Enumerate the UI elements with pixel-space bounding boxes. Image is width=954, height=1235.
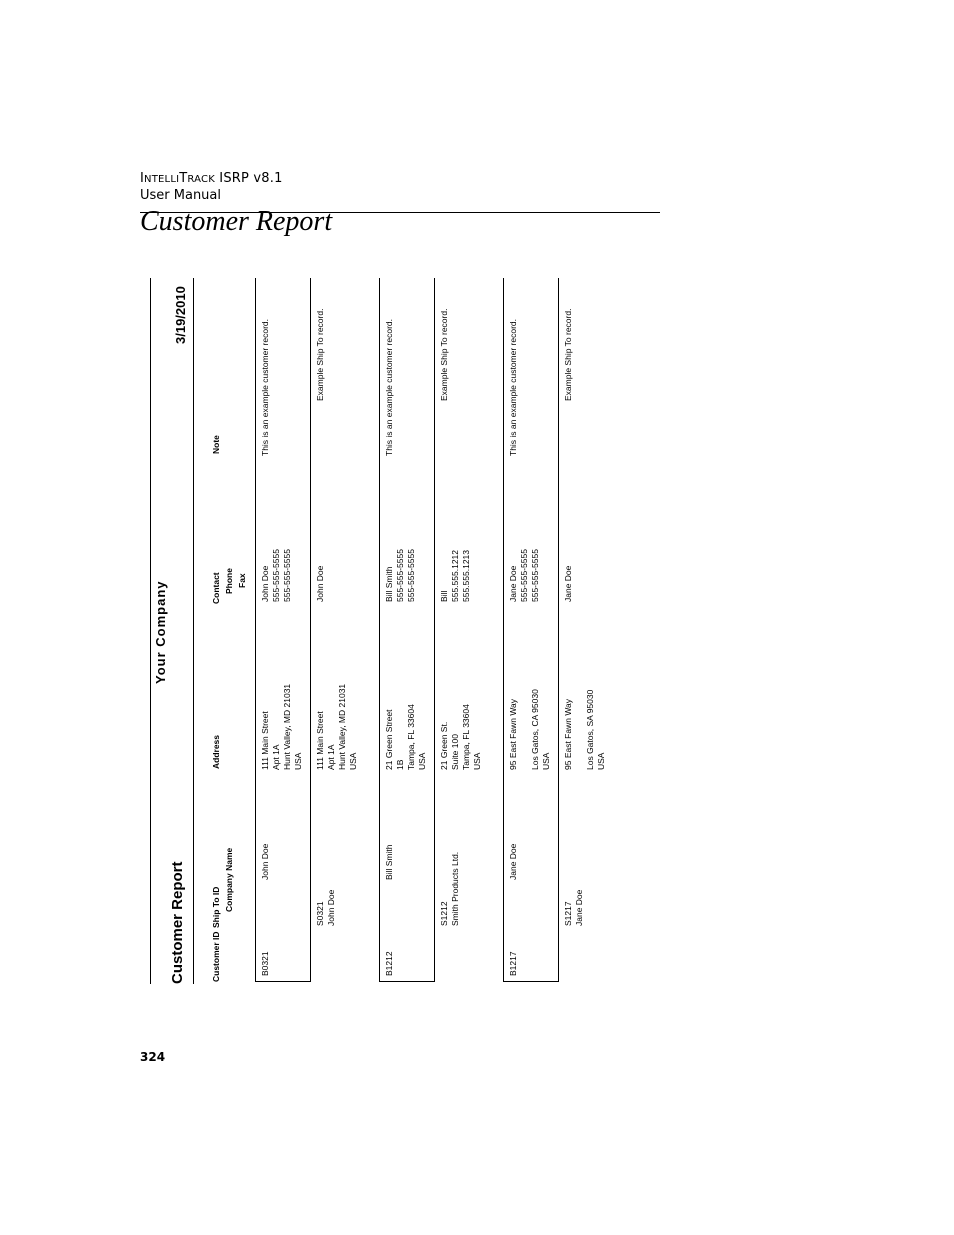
ship-address-line: 111 Main Street — [315, 711, 325, 770]
ship-note: Example Ship To record. — [439, 308, 449, 401]
customer-note: This is an example customer record. — [260, 319, 270, 456]
ship-address-line: Suite 100 — [450, 734, 460, 770]
ship-address-line: USA — [596, 752, 606, 770]
customer-address-line: Hunt Valley, MD 21031 — [282, 683, 292, 770]
manual-name: User Manual — [140, 188, 222, 203]
report-image — [150, 278, 610, 984]
col-customer-id: Customer ID — [211, 931, 221, 982]
col-ship-to-id: Ship To ID — [211, 886, 221, 928]
report-date: 3/19/2010 — [173, 286, 188, 344]
page-number: 324 — [140, 1050, 166, 1064]
ship-to-id: S1212 — [439, 901, 449, 926]
product-name-part: NTELLI — [144, 174, 180, 185]
customer-address-line: USA — [541, 752, 551, 770]
customer-contact-line: Bill Smith — [384, 566, 394, 602]
customer-id: B0321 — [260, 951, 270, 976]
product-name — [140, 171, 283, 186]
col-contact: Contact — [211, 572, 221, 604]
customer-address-line: 111 Main Street — [260, 711, 270, 770]
ship-contact-line: John Doe — [315, 565, 325, 602]
customer-id: B1212 — [384, 951, 394, 976]
customer-address-line: 21 Green Street — [384, 709, 394, 770]
customer-address-line: Apt 1A — [271, 744, 281, 770]
customer-address-line: 95 East Fawn Way — [508, 698, 518, 770]
product-name-part: ISRP v8.1 — [214, 171, 283, 186]
page-title: Customer Report — [140, 206, 333, 237]
report-title: Customer Report — [169, 861, 186, 984]
customer-contact-line: 555-555-5555 — [406, 549, 416, 602]
report-landscape — [150, 278, 610, 984]
ship-address-line: Apt 1A — [326, 744, 336, 770]
col-address: Address — [211, 734, 221, 769]
ship-address-line: 21 Green St. — [439, 721, 449, 770]
ship-address-line: Tampa, FL 33604 — [461, 704, 471, 770]
ship-address-line: Hunt Valley, MD 21031 — [337, 683, 347, 770]
ship-address-line: USA — [348, 752, 358, 770]
customer-address-line: USA — [293, 752, 303, 770]
product-name-part: T — [179, 171, 188, 186]
col-phone: Phone — [224, 568, 234, 594]
ship-note: Example Ship To record. — [563, 308, 573, 401]
col-note: Note — [211, 435, 221, 454]
product-name-part: I — [140, 171, 145, 186]
ship-to-name: Smith Products Ltd. — [450, 851, 460, 926]
ship-contact-line: Bill — [439, 590, 449, 602]
report-top-rule — [150, 278, 151, 984]
customer-contact-line: 555-555-5555 — [519, 549, 529, 602]
product-name-part: RACK — [187, 174, 215, 185]
ship-contact-line: 555.555.1212 — [450, 550, 460, 602]
customer-contact-line: 555-555-5555 — [530, 549, 540, 602]
customer-contact-line: John Doe — [260, 565, 270, 602]
customer-id: B1217 — [508, 951, 518, 976]
ship-to-id: S1217 — [563, 901, 573, 926]
customer-address-line: Los Gatos, CA 95030 — [530, 689, 540, 770]
ship-address-line: 95 East Fawn Way — [563, 698, 573, 770]
customer-name: Jane Doe — [508, 843, 518, 880]
customer-name: Bill Smith — [384, 844, 394, 880]
customer-address-line: Tampa, FL 33604 — [406, 704, 416, 770]
ship-contact-line: Jane Doe — [563, 565, 573, 602]
ship-address-line: USA — [472, 752, 482, 770]
report-title-rule — [193, 278, 194, 984]
customer-contact-line: 555-555-5555 — [282, 549, 292, 602]
ship-contact-line: 555.555.1213 — [461, 550, 471, 602]
customer-note: This is an example customer record. — [508, 319, 518, 456]
customer-name: John Doe — [260, 843, 270, 880]
customer-address-line: 1B — [395, 759, 405, 770]
ship-note: Example Ship To record. — [315, 308, 325, 401]
ship-to-id: S0321 — [315, 901, 325, 926]
report-company: Your Company — [153, 580, 168, 684]
col-company-name: Company Name — [224, 847, 234, 912]
ship-address-line: Los Gatos, SA 95030 — [585, 689, 595, 770]
ship-to-name: Jane Doe — [574, 889, 584, 926]
ship-to-name: John Doe — [326, 889, 336, 926]
col-fax: Fax — [237, 573, 247, 588]
customer-contact-line: Jane Doe — [508, 565, 518, 602]
customer-contact-line: 555-555-5555 — [395, 549, 405, 602]
customer-note: This is an example customer record. — [384, 319, 394, 456]
customer-contact-line: 555-555-5555 — [271, 549, 281, 602]
customer-address-line: USA — [417, 752, 427, 770]
